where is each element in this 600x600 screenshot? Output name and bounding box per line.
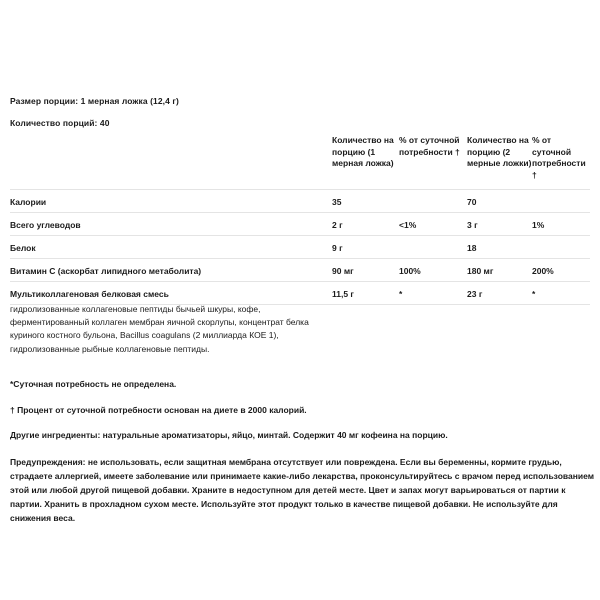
warnings-note: Предупреждения: не использовать, если защитная мембрана отсутствует или повреждена. Если вы беременны, кормите грудью, страдаете аллергией, имеете заболевание или принимаете какие-либо лекарства, проконсультируйтесь с врачом перед использованием этой или любой другой пищевой добавки. Храните в недоступном для детей месте. Цвет и запах могут варьироваться от партии к партии. Хранить в прохладном сухом месте. Используйте этот продукт только в качестве пищевой добавки. Не используйте для снижения веса. (10, 456, 594, 523)
footnote-dagger: † Процент от суточной потребности основан на диете в 2000 калорий. (10, 404, 307, 415)
nutrient-daily-1: 100% (399, 259, 467, 282)
nutrient-amount-1: 11,5 г (332, 282, 399, 305)
nutrient-name: Витамин С (аскорбат липидного метаболита) (10, 259, 332, 282)
serving-information (10, 95, 590, 139)
nutrient-daily-1 (399, 190, 467, 213)
nutrient-daily-2 (532, 236, 590, 259)
table-body (10, 190, 590, 305)
servings-per-container-label: Количество порций: 40 (10, 118, 110, 128)
nutrient-amount-2: 180 мг (467, 259, 532, 282)
nutrient-amount-2: 18 (467, 236, 532, 259)
nutrient-daily-2 (532, 190, 590, 213)
nutrient-amount-2: 70 (467, 190, 532, 213)
footnote-asterisk: *Суточная потребность не определена. (10, 379, 177, 389)
nutrient-amount-2: 23 г (467, 282, 532, 305)
other-ingredients-note: Другие ингредиенты: натуральные ароматизаторы, яйцо, минтай. Содержит 40 мг кофеина на порцию. (10, 430, 448, 441)
nutrient-amount-1: 9 г (332, 236, 399, 259)
nutrient-amount-1: 90 мг (332, 259, 399, 282)
column-header-amount-per-serving-2: Количество на порцию (2 мерные ложки) (467, 135, 532, 169)
table-header-row (10, 135, 590, 190)
nutrient-name: Белок (10, 236, 332, 259)
nutrient-amount-1: 35 (332, 190, 399, 213)
table-row (10, 259, 590, 282)
column-header-nutrient (10, 135, 332, 190)
nutrient-daily-2: 200% (532, 259, 590, 282)
column-header-daily-value-2: % от суточной потребности † (532, 135, 586, 180)
table-row (10, 213, 590, 236)
column-header-daily-value-1: % от суточной потребности † (399, 135, 460, 157)
nutrient-name: Всего углеводов (10, 213, 332, 236)
nutrition-facts-table (10, 135, 590, 305)
table-row (10, 236, 590, 259)
nutrient-daily-1: <1% (399, 213, 467, 236)
nutrient-amount-1: 2 г (332, 213, 399, 236)
nutrient-name: Калории (10, 190, 332, 213)
nutrient-daily-2: * (532, 282, 590, 305)
column-header-amount-per-serving-1: Количество на порцию (1 мерная ложка) (332, 135, 394, 169)
serving-size-label: Размер порции: 1 мерная ложка (12,4 г) (10, 96, 179, 106)
nutrient-name: Мультиколлагеновая белковая смесь (10, 282, 332, 305)
table-row (10, 282, 590, 305)
footnotes-section (10, 378, 594, 525)
blend-ingredients-detail: гидролизованные коллагеновые пептиды бычьей шкуры, кофе, ферментированный коллаген мембран яичной скорлупы, концентрат белка куриного костного бульона, Bacillus coagulans (2 миллиарда КОЕ 1), гидролизованные рыбные коллагеновые пептиды. (10, 304, 309, 354)
nutrient-daily-1: * (399, 282, 467, 305)
nutrient-daily-2: 1% (532, 213, 590, 236)
table-row (10, 190, 590, 213)
nutrient-amount-2: 3 г (467, 213, 532, 236)
nutrient-daily-1 (399, 236, 467, 259)
